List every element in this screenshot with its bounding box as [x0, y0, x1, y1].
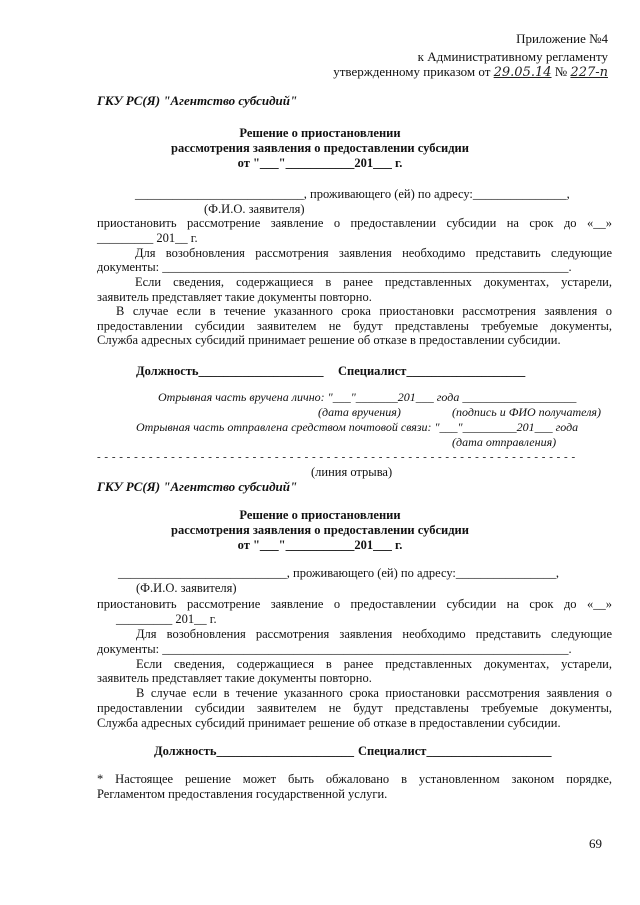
- refuse-line1-1: В случае если в течение указанного срока приостановки рассмотрения заявления о: [116, 304, 612, 318]
- outdated-line1-1: Если сведения, содержащиеся в ранее представленных документах, устарели,: [135, 275, 612, 289]
- outdated-line2-2: заявитель представляет такие документы повторно.: [97, 671, 372, 685]
- handwritten-number: 227-п: [570, 65, 608, 80]
- address-line-1: ___________________________, проживающего (ей) по адресу:_______________,: [135, 187, 570, 201]
- suspend-line1-2: приостановить рассмотрение заявление о предоставлении субсидии на срок до «__»: [97, 597, 612, 611]
- address-line-2: ___________________________, проживающего (ей) по адресу:________________,: [118, 566, 560, 580]
- docs-line1-2: Для возобновления рассмотрения заявления необходимо представить следующие: [136, 627, 612, 641]
- appendix-order-label: утвержденному приказом от: [333, 64, 491, 79]
- footnote-line2: Регламентом предоставления государственной услуги.: [97, 787, 388, 801]
- appendix-number-label: №: [554, 64, 568, 79]
- position-2: Должность______________________: [154, 744, 355, 758]
- position-1: Должность____________________: [136, 364, 324, 378]
- title1-line2: рассмотрения заявления о предоставлении субсидии: [171, 141, 469, 155]
- outdated-line2-1: заявитель представляет такие документы повторно.: [97, 290, 372, 304]
- title2-date: от "___"___________201___ г.: [237, 538, 403, 552]
- refuse-line3-2: Служба адресных субсидий принимает решение об отказе в предоставлении субсидии.: [97, 716, 561, 730]
- handwritten-date: 29.05.14: [493, 65, 552, 80]
- tear-handed-date-label: (дата вручения): [318, 405, 401, 419]
- docs-line1-1: Для возобновления рассмотрения заявления необходимо представить следующие: [135, 246, 612, 260]
- title1-line1: Решение о приостановлении: [239, 126, 401, 140]
- refuse-line1-2: В случае если в течение указанного срока приостановки рассмотрения заявления о: [136, 686, 612, 700]
- docs-line2-2: документы: _________________________________________________________________.: [97, 642, 572, 656]
- tear-sent-date-label: (дата отправления): [452, 435, 557, 449]
- fio-label-1: (Ф.И.О. заявителя): [204, 202, 305, 216]
- page-number: 69: [589, 836, 602, 851]
- tear-sent: Отрывная часть отправлена средством почтовой связи: "___"_________201___ года: [136, 420, 579, 434]
- docs-line2-1: документы: _________________________________________________________________.: [97, 260, 572, 274]
- fio-label-2: (Ф.И.О. заявителя): [136, 581, 237, 595]
- tear-handed: Отрывная часть вручена лично: "___"_______201___ года ___________________: [158, 390, 577, 404]
- outdated-line1-2: Если сведения, содержащиеся в ранее представленных документах, устарели,: [136, 657, 612, 671]
- title2-line2: рассмотрения заявления о предоставлении субсидии: [171, 523, 469, 537]
- title1-date: от "___"___________201___ г.: [237, 156, 403, 170]
- org-name-1: ГКУ РС(Я) "Агентство субсидий": [97, 93, 298, 108]
- title2-line1: Решение о приостановлении: [239, 508, 401, 522]
- suspend-line1-1: приостановить рассмотрение заявление о предоставлении субсидии на срок до «__»: [97, 216, 612, 230]
- tear-handed-sign-label: (подпись и ФИО получателя): [452, 405, 602, 419]
- tear-line: - - - - - - - - - - - - - - - - - - - - - - - - - - - - - - - - - - - - - - - - - - - - - - - - - - - - - - - - - - - - - - - - -: [97, 451, 576, 463]
- refuse-line2-1: предоставлении субсидии заявителем не будут представлены требуемые документы,: [97, 319, 612, 333]
- appendix-line2: к Административному регламенту: [417, 49, 608, 64]
- refuse-line2-2: предоставлении субсидии заявителем не будут представлены требуемые документы,: [97, 701, 612, 715]
- tear-line-label: (линия отрыва): [311, 465, 393, 479]
- suspend-line2-2: _________ 201__ г.: [116, 612, 217, 626]
- appendix-line1: Приложение №4: [516, 31, 608, 46]
- refuse-line3-1: Служба адресных субсидий принимает решение об отказе в предоставлении субсидии.: [97, 333, 561, 347]
- footnote-line1: * Настоящее решение может быть обжаловано в установленном законом порядке,: [97, 772, 612, 786]
- suspend-line2-1: _________ 201__ г.: [97, 231, 198, 245]
- specialist-2: Специалист____________________: [358, 744, 552, 758]
- specialist-1: Специалист___________________: [338, 364, 526, 378]
- org-name-2: ГКУ РС(Я) "Агентство субсидий": [97, 479, 298, 494]
- appendix-line3: [333, 64, 608, 80]
